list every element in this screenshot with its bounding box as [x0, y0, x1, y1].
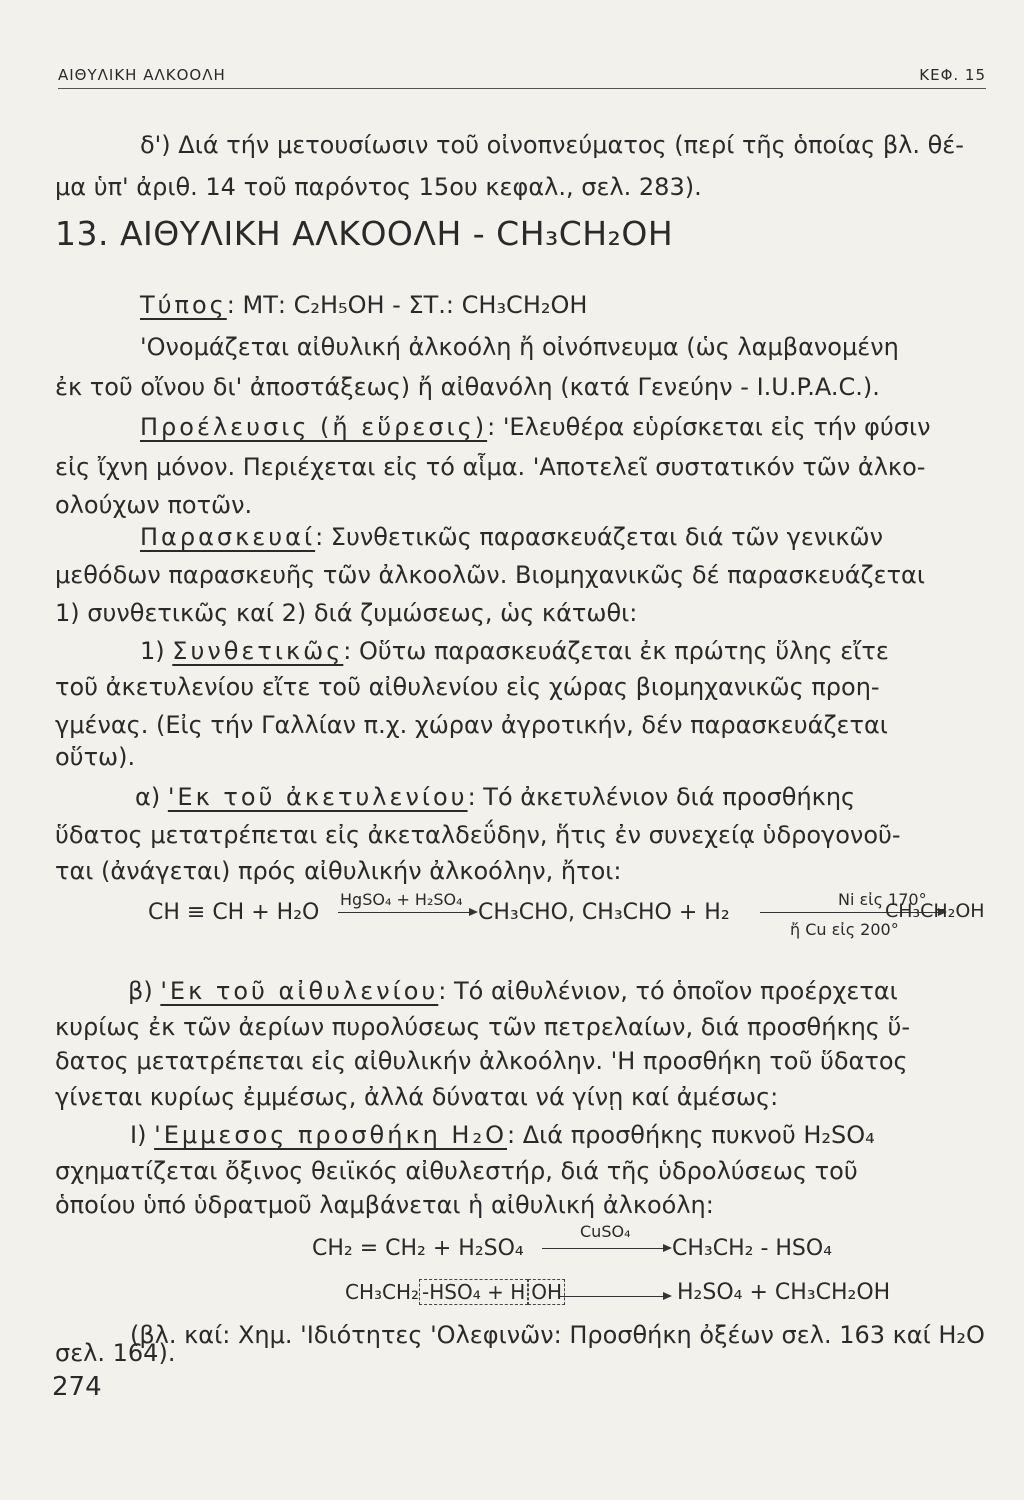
- reaction-arrow-icon: [542, 1248, 670, 1249]
- synthetikos-label: Συνθετικῶς: [172, 637, 344, 665]
- aithyl-num: β): [128, 977, 153, 1005]
- proeleusis-text: : 'Ελευθέρα εὑρίσκεται εἰς τήν φύσιν: [487, 413, 931, 441]
- eq-akety-catalyst-2: Ni εἰς 170°: [838, 890, 927, 909]
- akety-line-3: ται (ἀνάγεται) πρός αἰθυλικήν ἀλκοόλην, ἤτοι:: [55, 857, 622, 885]
- reaction-arrow-icon: [338, 912, 476, 913]
- eq-akety-left: CH ≡ CH + H₂O: [148, 900, 320, 925]
- note-line-2: σελ. 164).: [55, 1339, 176, 1367]
- eq-ethylene-left: CH₂ = CH₂ + H₂SO₄: [312, 1236, 524, 1261]
- note-line-1: (βλ. καί: Χημ. 'Ιδιότητες 'Ολεφινῶν: Προσθήκη ὀξέων σελ. 163 καί H₂O: [130, 1321, 985, 1349]
- header-title: ΑΙΘΥΛΙΚΗ ΑΛΚΟΟΛΗ: [58, 66, 226, 84]
- eq-hydrolysis-box2: OH: [528, 1279, 565, 1305]
- proeleusis-line-1: [140, 412, 931, 442]
- aithyl-line-3: δατος μετατρέπεται εἰς αἰθυλικήν ἀλκοόλην. 'Η προσθήκη τοῦ ὕδατος: [55, 1047, 908, 1075]
- synthetikos-line-2: τοῦ ἀκετυλενίου εἴτε τοῦ αἰθυλενίου εἰς χώρας βιομηχανικῶς προη-: [55, 673, 880, 701]
- paraskeuai-text: : Συνθετικῶς παρασκευάζεται διά τῶν γενικῶν: [315, 523, 884, 551]
- eq-hydrolysis-left: [345, 1280, 565, 1304]
- aithyl-text: : Τό αἰθυλένιον, τό ὁποῖον προέρχεται: [438, 977, 898, 1005]
- eq-hydrolysis-box1: -HSO₄ + H: [419, 1279, 528, 1305]
- eq-akety-right: CH₃CH₂OH: [885, 900, 985, 922]
- synthetikos-line-1: [140, 636, 889, 666]
- emmesos-label: 'Εμμεσος προσθήκη H₂O: [154, 1121, 507, 1149]
- proeleusis-line-3: ολούχων ποτῶν.: [55, 491, 253, 519]
- typos-line-2: 'Ονομάζεται αἰθυλική ἀλκοόλη ἤ οἰνόπνευμα (ὡς λαμβανομένη: [140, 333, 899, 361]
- paraskeuai-line-3: 1) συνθετικῶς καί 2) διά ζυμώσεως, ὡς κάτωθι:: [55, 599, 638, 627]
- typos-line-3: ἐκ τοῦ οἴνου δι' ἀποστάξεως) ἤ αἰθανόλη (κατά Γενεύην - I.U.P.A.C.).: [55, 373, 880, 401]
- eq-ethylene-right: CH₃CH₂ - HSO₄: [672, 1236, 833, 1261]
- proeleusis-line-2: εἰς ἴχνη μόνον. Περιέχεται εἰς τό αἷμα. 'Αποτελεῖ συστατικόν τῶν ἀλκο-: [55, 453, 926, 481]
- eq-ethylene-catalyst: CuSO₄: [580, 1222, 631, 1241]
- page-number: 274: [52, 1372, 102, 1402]
- emmesos-line-3: ὁποίου ὑπό ὑδρατμοῦ λαμβάνεται ἡ αἰθυλική ἀλκοόλη:: [55, 1191, 714, 1219]
- akety-num: α): [135, 783, 161, 811]
- proeleusis-label: Προέλευσις (ἤ εὕρεσις): [140, 413, 488, 441]
- akety-line-1: [135, 782, 855, 812]
- synthetikos-num: 1): [140, 637, 165, 665]
- emmesos-text: : Διά προσθήκης πυκνοῦ H₂SO₄: [507, 1121, 875, 1149]
- emmesos-num: I): [130, 1121, 147, 1149]
- aithyl-label: 'Εκ τοῦ αἰθυλενίου: [160, 977, 439, 1005]
- typos-formula: : ΜΤ: C₂H₅OH - ΣΤ.: CH₃CH₂OH: [226, 291, 588, 319]
- akety-line-2: ὕδατος μετατρέπεται εἰς ἀκεταλδεΰδην, ἥτις ἐν συνεχείᾳ ὑδρογονοῦ-: [55, 821, 901, 849]
- eq-akety-mid: CH₃CHO, CH₃CHO + H₂: [478, 900, 730, 925]
- akety-label: 'Εκ τοῦ ἀκετυλενίου: [167, 783, 468, 811]
- eq-akety-catalyst-3: ἤ Cu εἰς 200°: [790, 920, 899, 939]
- aithyl-line-1: [128, 976, 898, 1006]
- eq-akety-catalyst: HgSO₄ + H₂SO₄: [340, 890, 463, 909]
- emmesos-line-2: σχηματίζεται ὄξινος θειϊκός αἰθυλεστήρ, διά τῆς ὑδρολύσεως τοῦ: [55, 1157, 858, 1185]
- paraskeuai-line-2: μεθόδων παρασκευῆς τῶν ἀλκοολῶν. Βιομηχανικῶς δέ παρασκευάζεται: [55, 561, 925, 589]
- aithyl-line-2: κυρίως ἐκ τῶν ἀερίων πυρολύσεως τῶν πετρελαίων, διά προσθήκης ὕ-: [55, 1013, 911, 1041]
- intro-line-2: μα ὑπ' ἀριθ. 14 τοῦ παρόντος 15ου κεφαλ., σελ. 283).: [55, 173, 702, 201]
- paraskeuai-line-1: [140, 522, 883, 552]
- synthetikos-line-3: γμένας. (Εἰς τήν Γαλλίαν π.χ. χώραν ἀγροτικήν, δέν παρασκευάζεται: [55, 711, 888, 739]
- typos-line-1: [140, 290, 587, 320]
- eq-hydrolysis-a: CH₃CH₂: [345, 1280, 420, 1304]
- header-chapter: ΚΕΦ. 15: [919, 66, 986, 84]
- reaction-arrow-icon: [560, 1296, 670, 1297]
- synthetikos-text: : Οὕτω παρασκευάζεται ἐκ πρώτης ὕλης εἴτε: [343, 637, 889, 665]
- intro-line-1: δ') Διά τήν μετουσίωσιν τοῦ οἰνοπνεύματος (περί τῆς ὁποίας βλ. θέ-: [140, 131, 964, 159]
- typos-label: Τύπος: [140, 291, 227, 319]
- running-header: [58, 62, 986, 89]
- akety-text: : Τό ἀκετυλένιον διά προσθήκης: [467, 783, 856, 811]
- emmesos-line-1: [130, 1120, 875, 1150]
- eq-hydrolysis-right: H₂SO₄ + CH₃CH₂OH: [677, 1280, 891, 1305]
- aithyl-line-4: γίνεται κυρίως ἐμμέσως, ἀλλά δύναται νά γίνῃ καί ἀμέσως:: [55, 1083, 779, 1111]
- section-title: 13. ΑΙΘΥΛΙΚΗ ΑΛΚΟΟΛΗ - CH₃CH₂OH: [55, 214, 674, 253]
- synthetikos-line-4: οὕτω).: [55, 743, 136, 771]
- paraskeuai-label: Παρασκευαί: [140, 523, 316, 551]
